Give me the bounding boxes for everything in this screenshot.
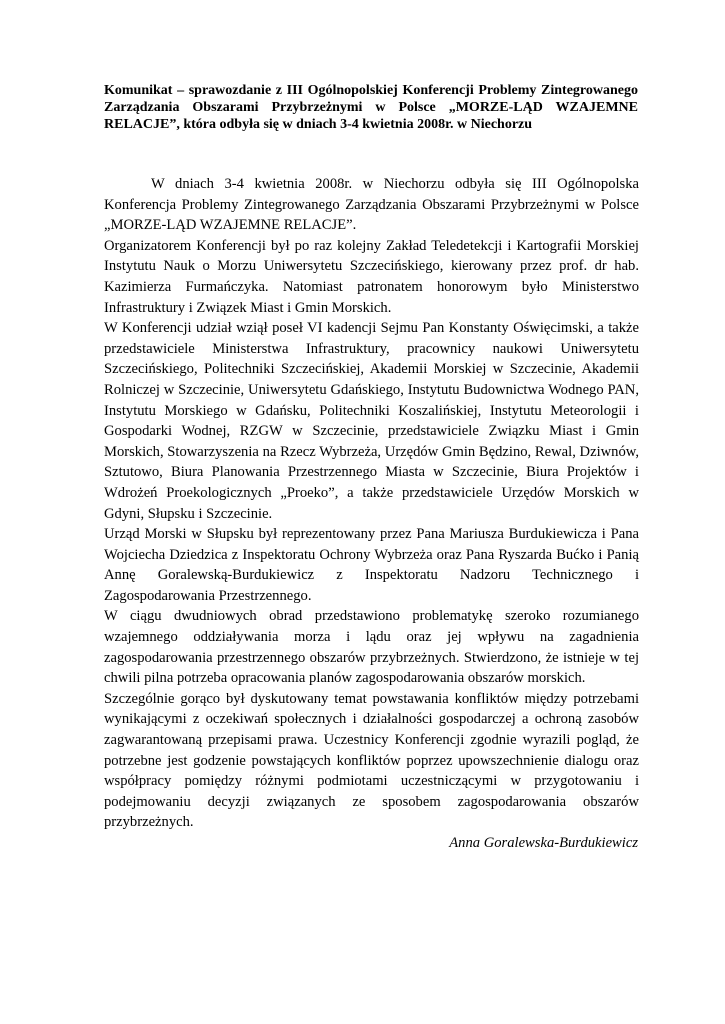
document-body	[104, 174, 639, 833]
document-title: Komunikat – sprawozdanie z III Ogólnopolskiej Konferencji Problemy Zintegrowanego Zarządzania Obszarami Przybrzeżnymi w Polsce „MORZE-LĄD WZAJEMNE RELACJE”, która odbyła się w dniach 3-4 kwietnia 2008r. w Niechorzu	[104, 83, 638, 132]
author-signature: Anna Goralewska-Burdukiewicz	[449, 835, 638, 851]
paragraph-participants: W Konferencji udział wziął poseł VI kadencji Sejmu Pan Konstanty Oświęcimski, a także przedstawiciele Ministerstwa Infrastruktury, pracownicy naukowi Uniwersytetu Szczecińskiego, Politechniki Szczecińskiej, Akademii Morskiej w Szczecinie, Akademii Rolniczej w Szczecinie, Uniwersytetu Gdańskiego, Instytutu Budownictwa Wodnego PAN, Instytutu Morskiego w Gdańsku, Politechniki Koszalińskiej, Instytutu Meteorologii i Gospodarki Wodnej, RZGW w Szczecinie, przedstawiciele Związku Miast i Gmin Morskich, Stowarzyszenia na Rzecz Wybrzeża, Urzędów Gmin Będzino, Rewal, Dziwnów, Sztutowo, Biura Planowania Przestrzennego Miasta w Szczecinie, Biura Projektów i Wdrożeń Proekologicznych „Proeko”, a także przedstawiciele Urzędów Morskich w Gdyni, Słupsku i Szczecinie.	[104, 320, 639, 522]
paragraph-organizer: Organizatorem Konferencji był po raz kolejny Zakład Teledetekcji i Kartografii Morskiej Instytutu Nauk o Morzu Uniwersytetu Szczecińskiego, kierowany przez prof. dr hab. Kazimierza Furmańczyka. Natomiast patronatem honorowym było Ministerstwo Infrastruktury i Związek Miast i Gmin Morskich.	[104, 237, 639, 316]
paragraph-intro: W dniach 3-4 kwietnia 2008r. w Niechorzu odbyła się III Ogólnopolska Konferencja Problemy Zintegrowanego Zarządzania Obszarami Przybrzeżnymi w Polsce „MORZE-LĄD WZAJEMNE RELACJE”.	[104, 176, 639, 234]
paragraph-maritime-office: Urząd Morski w Słupsku był reprezentowany przez Pana Mariusza Burdukiewicza i Pana Wojciecha Dziedzica z Inspektoratu Ochrony Wybrzeża oraz Pana Ryszarda Bućko i Panią Annę Goralewską-Burdukiewicz z Inspektoratu Nadzoru Technicznego i Zagospodarowania Przestrzennego.	[104, 526, 639, 604]
paragraph-discussion: W ciągu dwudniowych obrad przedstawiono problematykę szeroko rozumianego wzajemnego oddziaływania morza i lądu oraz jej wpływu na zagadnienia zagospodarowania przestrzennego obszarów przybrzeżnych. Stwierdzono, że istnieje w tej chwili pilna potrzeba opracowania planów zagospodarowania obszarów morskich.	[104, 608, 639, 687]
paragraph-conclusions: Szczególnie gorąco był dyskutowany temat powstawania konfliktów między potrzebami wynikającymi z oczekiwań społecznych i działalności gospodarczej a ochroną zasobów zagwarantowaną przepisami prawa. Uczestnicy Konferencji zgodnie wyrazili pogląd, że potrzebne jest godzenie powstających konfliktów poprzez upowszechnienie dialogu oraz współpracy pomiędzy różnymi podmiotami uczestniczącymi w przygotowaniu i podejmowaniu decyzji związanych ze sposobem zagospodarowania obszarów przybrzeżnych.	[104, 690, 639, 831]
